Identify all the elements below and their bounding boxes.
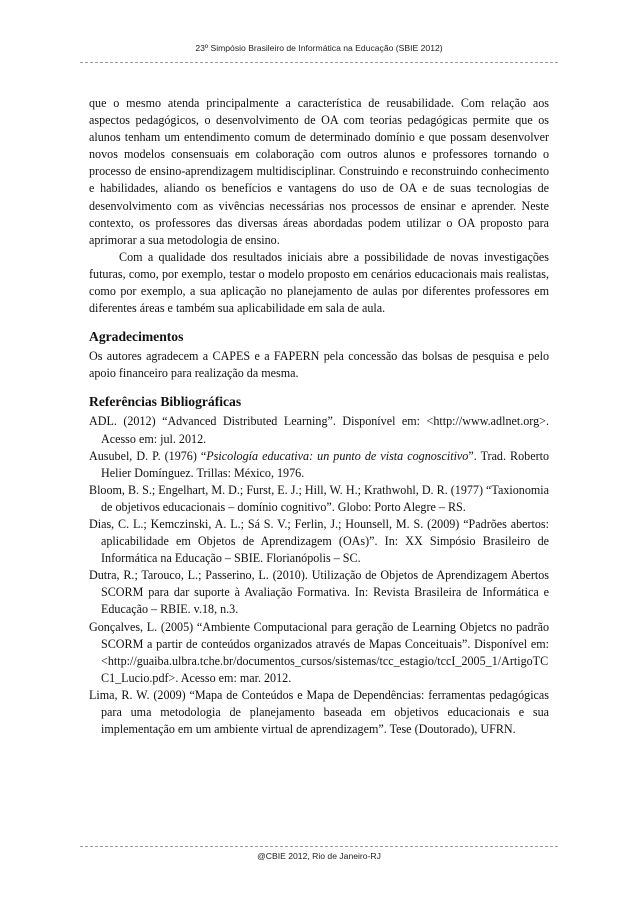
reference-item: Ausubel, D. P. (1976) “Psicología educativa: un punto de vista cognoscitivo”. Trad. Roberto Helier Domínguez. Trillas: México, 1976. bbox=[89, 448, 550, 480]
reference-item: ADL. (2012) “Advanced Distributed Learning”. Disponível em: <http://www.adlnet.org>. Acesso em: jul. 2012. bbox=[89, 414, 549, 446]
body-paragraph-1: que o mesmo atenda principalmente a característica de reusabilidade. Com relação aos aspectos pedagógicos, o desenvolvimento de OA com teorias pedagógicas permite que os alunos tenham um entendimento comum de determinado domínio e que possam desenvolver novos modelos consensuais em colaboração com outros alunos e professores tornando o processo de ensino-aprendizagem multidisciplinar. Construindo e reconstruindo conhecimento e habilidades, aliando os benefícios e vantagens do uso de OA e de suas tecnologias de desenvolvimento com as vivências necessárias nos processos de ensinar e aprender. Neste contexto, os professores das diversas áreas abordadas podem utilizar o OA proposto para aprimorar a sua metodologia de ensino. bbox=[89, 96, 549, 247]
reference-title-italic: Psicología educativa: un punto de vista cognoscitivo bbox=[206, 448, 469, 463]
main-content bbox=[89, 95, 549, 738]
reference-item: Gonçalves, L. (2005) “Ambiente Computacional para geração de Learning Objetcs no padrão SCORM a partir de conteúdos organizados através de Mapas Conceituais”. Disponível em: <http://guaiba.ulbra.tche.br/documentos_cursos/sistemas/tcc_estagio/tccI_2005_1/ArtigoTCC1_Lucio.pdf>. Acesso em: mar. 2012. bbox=[89, 619, 549, 685]
references-list bbox=[89, 413, 549, 738]
body-paragraph-2: Com a qualidade dos resultados iniciais abre a possibilidade de novas investigações futuras, como, por exemplo, testar o modelo proposto em cenários educacionais mais realistas, como por exemplo, a sua aplicação no planejamento de aulas por diferentes professores em diferentes áreas e também sua aplicabilidade em sala de aula. bbox=[89, 249, 549, 316]
reference-item: Dutra, R.; Tarouco, L.; Passerino, L. (2010). Utilização de Objetos de Aprendizagem Abertos SCORM para dar suporte à Avaliação Formativa. In: Revista Brasileira de Informática e Educação – RBIE. v.18, n.3. bbox=[89, 568, 549, 617]
reference-item: Dias, C. L.; Kemczinski, A. L.; Sá S. V.; Ferlin, J.; Hounsell, M. S. (2009) “Padrões abertos: aplicabilidade em Objetos de Aprendizagem (OAs)”. In: XX Simpósio Brasileiro de Informática na Educação – SBIE. Florianópolis – SC. bbox=[89, 516, 549, 566]
references-heading: Referências Bibliográficas bbox=[89, 394, 242, 410]
header-divider bbox=[80, 62, 558, 63]
running-footer: @CBIE 2012, Rio de Janeiro-RJ bbox=[257, 851, 381, 861]
footer-divider bbox=[80, 846, 558, 847]
acknowledgements-heading: Agradecimentos bbox=[89, 329, 184, 345]
reference-item: Lima, R. W. (2009) “Mapa de Conteúdos e Mapa de Dependências: ferramentas pedagógicas para uma metodologia de planejamento baseada em objetivos educacionais e sua implementação em um ambiente virtual de aprendizagem”. Tese (Doutorado), UFRN. bbox=[89, 687, 549, 737]
acknowledgements-text: Os autores agradecem a CAPES e a FAPERN pela concessão das bolsas de pesquisa e pelo apoio financeiro para realização da mesma. bbox=[89, 349, 549, 381]
running-header: 23º Simpósio Brasileiro de Informática na Educação (SBIE 2012) bbox=[195, 43, 443, 53]
reference-item: Bloom, B. S.; Engelhart, M. D.; Furst, E. J.; Hill, W. H.; Krathwohl, D. R. (1977) “Taxionomia de objetivos educacionais – domínio cognitivo”. Globo: Porto Alegre – RS. bbox=[89, 482, 549, 514]
